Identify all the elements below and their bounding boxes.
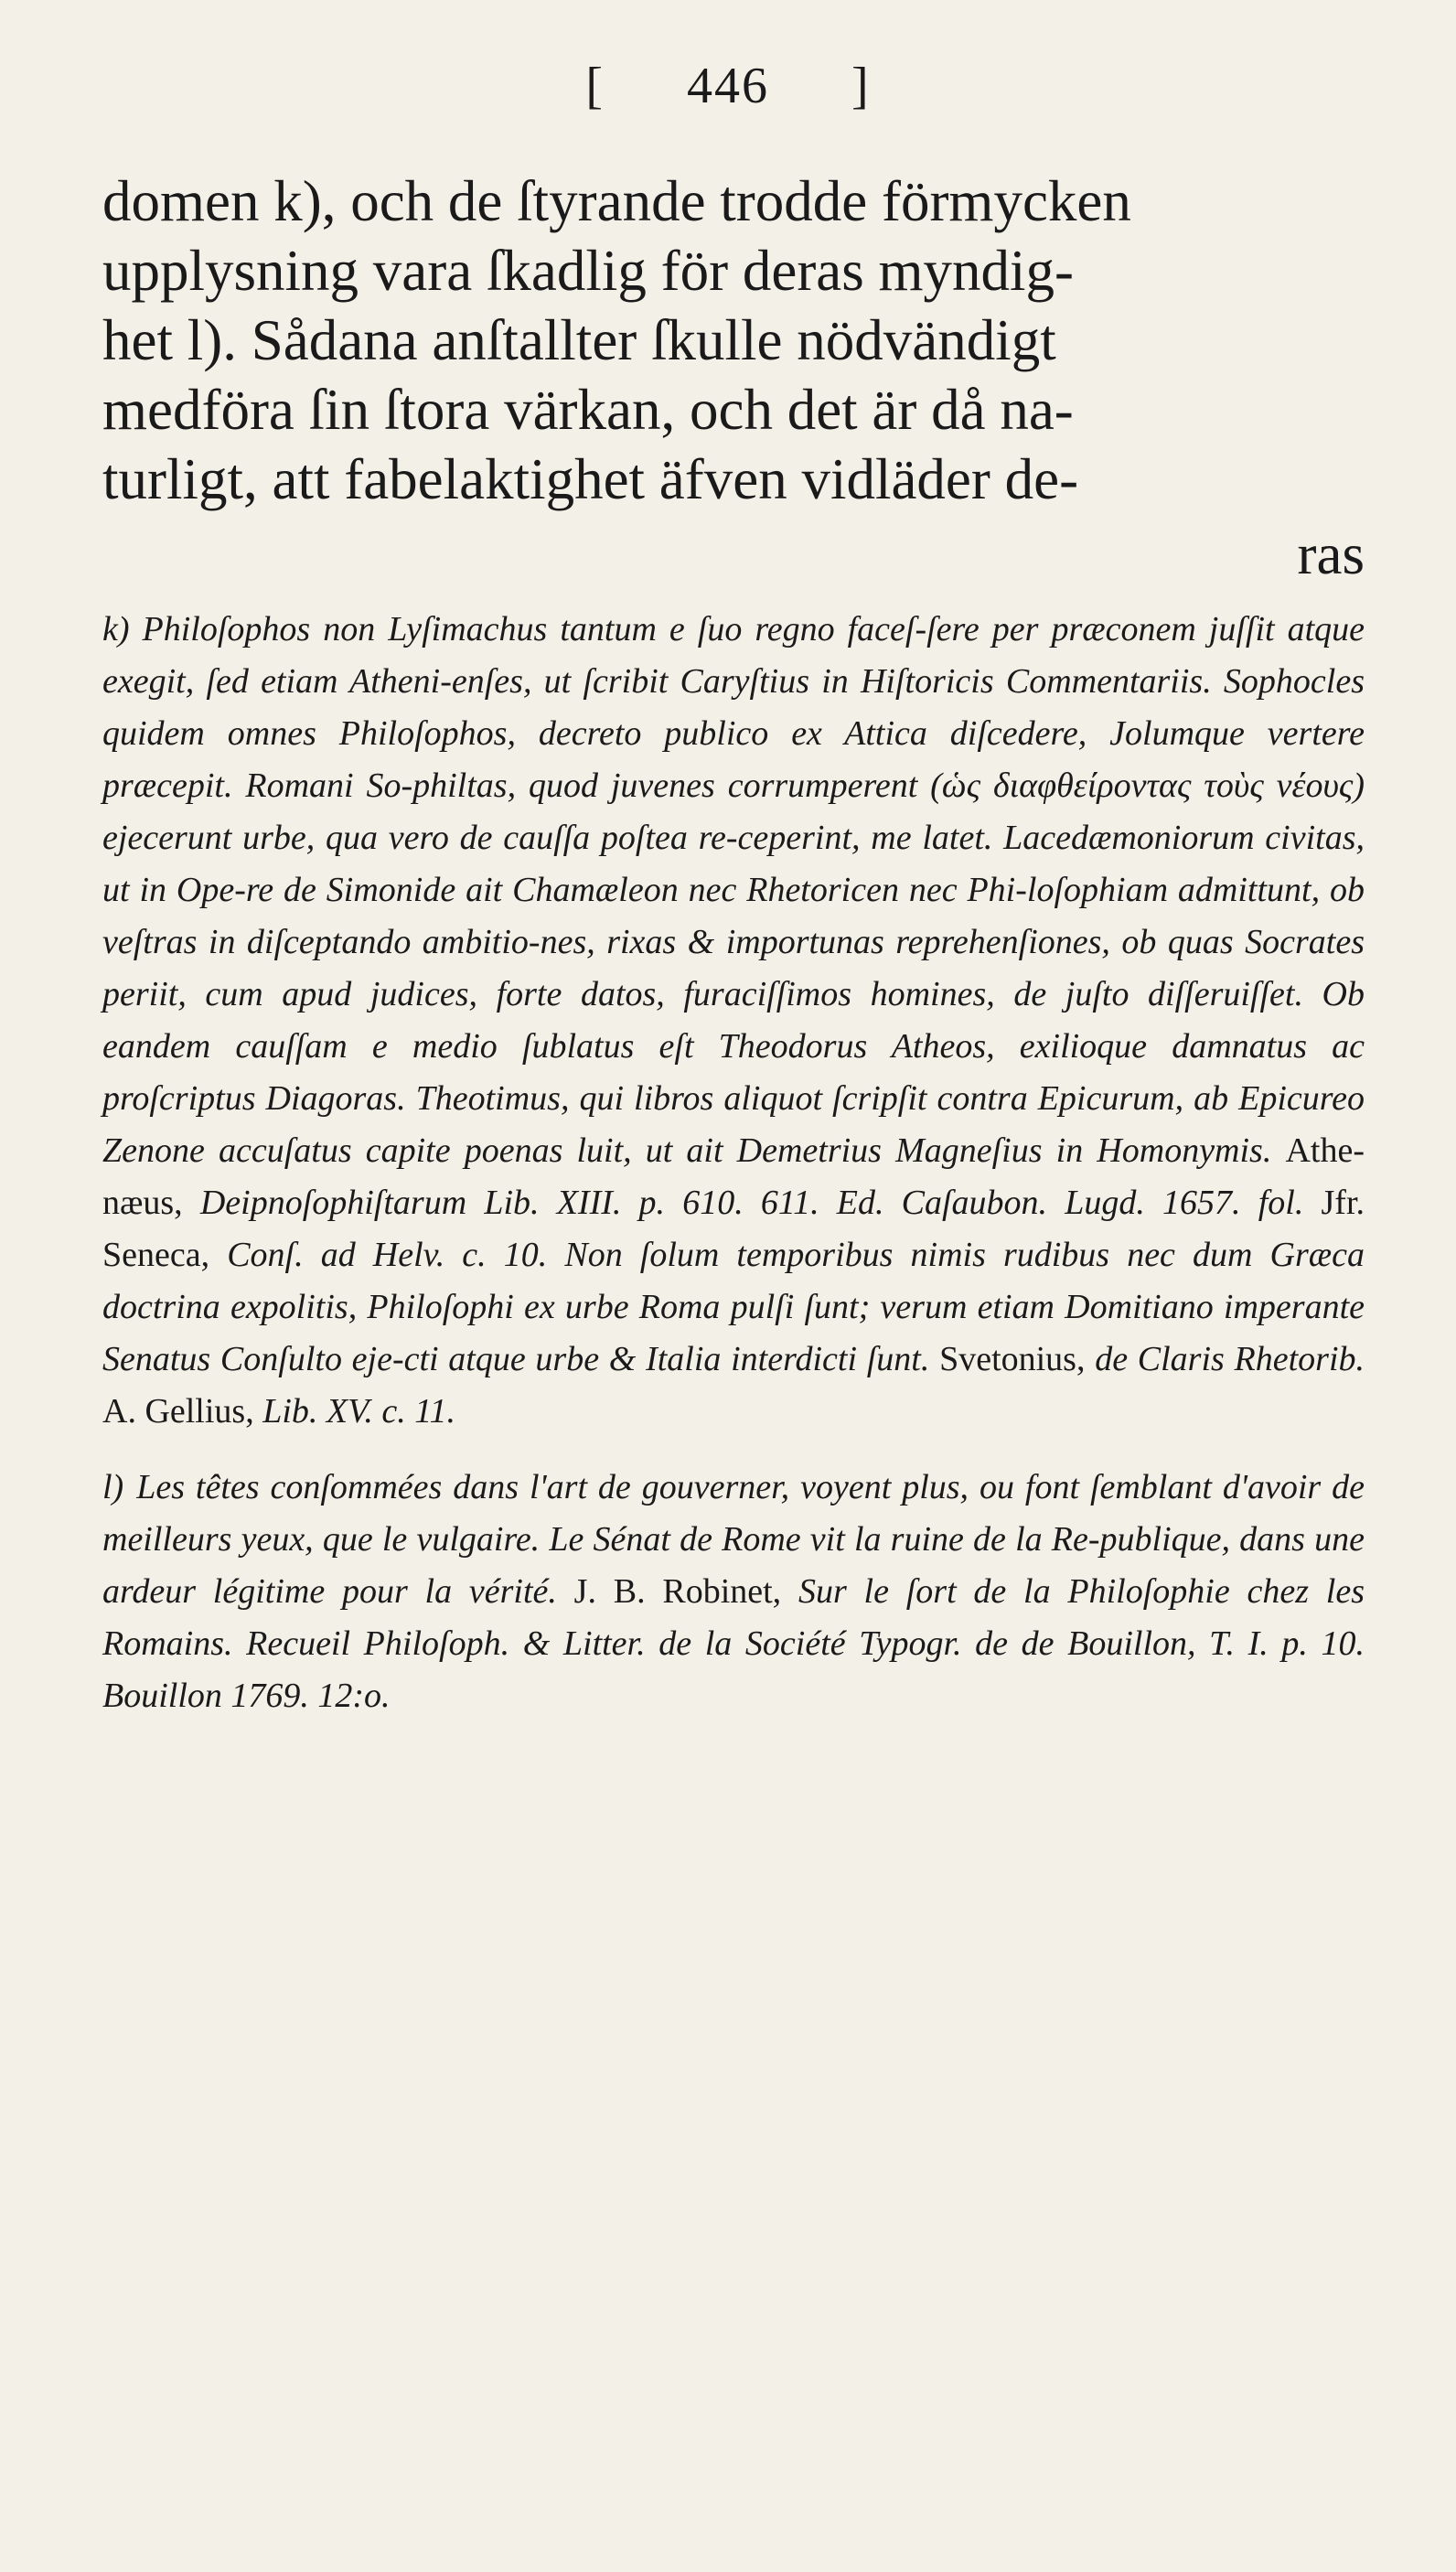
main-line-4: medföra ſin ſtora värkan, och det är då na- xyxy=(102,378,1074,442)
footnote-l xyxy=(102,1462,1365,1722)
footnote-k-roman-4: A. Gellius, xyxy=(102,1392,254,1431)
footnote-l-text-2: Sur le ſort de la Philoſophie chez les Romains. Recueil Philoſoph. & Litter. de la Société Typogr. de de Bouillon, T. I. p. 10. Bouillon 1769. 12:o. xyxy=(102,1572,1365,1715)
footnote-l-text: Les têtes conſommées dans l'art de gouverner, voyent plus, ou font ſemblant d'avoir de meilleurs yeux, que le vulgaire. Le Sénat de Rome vit la ruine de la Re-publique, dans une ardeur légitime pour la vérité. xyxy=(102,1468,1365,1611)
catchword: ras xyxy=(1297,522,1365,586)
page-number: 446 xyxy=(687,58,769,114)
footnote-k-roman-1: Athe-næus, xyxy=(102,1131,1365,1222)
footnote-k-marker: k) xyxy=(102,610,130,648)
footnote-l-roman-1: J. B. Robinet, xyxy=(573,1572,782,1611)
footnotes xyxy=(102,604,1365,1746)
main-line-5: turligt, att fabelaktighet äfven vidläder de- xyxy=(102,447,1079,511)
footnote-k xyxy=(102,604,1365,1438)
footnote-k-text: Philoſophos non Lyſimachus tantum e ſuo regno faceſ-ſere per præconem juſſit atque exegit, ſed etiam Atheni-enſes, ut ſcribit Caryſtius in Hiſtoricis Commentariis. Sophocles quidem omnes Philoſophos, decreto publico ex Attica diſcedere, Jolumque vertere præcepit. Romani So-philtas, quod juvenes corrumperent (ὡς διαφθείροντας τοὺς νέους) ejecerunt urbe, qua vero de cauſſa poſtea re-ceperint, me latet. Lacedæmoniorum civitas, ut in Ope-re de Simonide ait Chamæleon nec Rhetoricen nec Phi-loſophiam admittunt, ob veſtras in diſceptando ambitio-nes, rixas & importunas reprehenſiones, ob quas Socrates periit, cum apud judices, forte datos, furaciſſimos homines, de juſto diſſeruiſſet. Ob eandem cauſſam e medio ſublatus eſt Theodorus Atheos, exilioque damnatus ac proſcriptus Diagoras. Theotimus, qui libros aliquot ſcripſit contra Epicurum, ab Epicureo Zenone accuſatus capite poenas luit, ut ait Demetrius Magneſius in Homonymis. xyxy=(102,610,1365,1170)
left-bracket: [ xyxy=(585,58,605,114)
main-line-1: domen k), och de ſtyrande trodde förmycken xyxy=(102,169,1131,233)
right-bracket: ] xyxy=(851,58,871,114)
footnote-k-text-4: de Claris Rhetorib. xyxy=(1095,1340,1365,1378)
main-text xyxy=(102,166,1365,589)
footnote-l-marker: l) xyxy=(102,1468,124,1506)
main-line-3: het l). Sådana anſtallter ſkulle nödvändigt xyxy=(102,308,1056,372)
footnote-k-roman-3: Svetonius, xyxy=(939,1340,1086,1378)
footnote-k-text-5: Lib. XV. c. 11. xyxy=(262,1392,455,1431)
footnote-k-roman-2: Jfr. Seneca, xyxy=(102,1184,1365,1274)
main-line-2: upplysning vara ſkadlig för deras myndig- xyxy=(102,239,1075,303)
footnote-k-text-3: Conſ. ad Helv. c. 10. Non ſolum temporibus nimis rudibus nec dum Græca doctrina expolitis, Philoſophi ex urbe Roma pulſi ſunt; verum etiam Domitiano imperante Senatus Conſulto eje-cti atque urbe & Italia interdicti ſunt. xyxy=(102,1236,1365,1378)
page-header xyxy=(0,57,1456,115)
footnote-k-text-2: Deipnoſophiſtarum Lib. XIII. p. 610. 611. Ed. Caſaubon. Lugd. 1657. fol. xyxy=(199,1184,1304,1222)
